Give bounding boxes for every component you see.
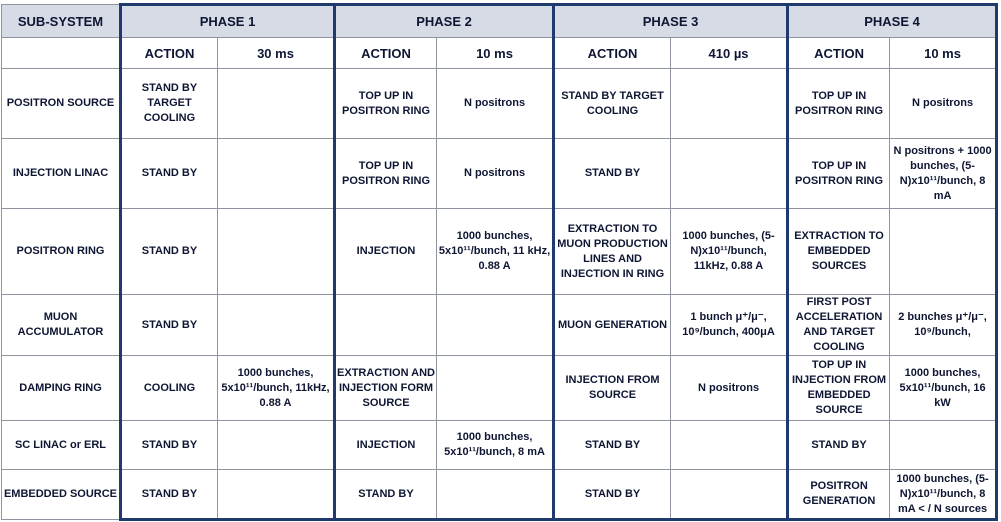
phase-3-action-cell: STAND BY [554, 470, 671, 520]
phase-3-value-cell [671, 470, 788, 520]
phase-4-value-cell: N positrons + 1000 bunches, (5-N)x10¹¹/bunch, 8 mA [890, 139, 997, 209]
phase-2-action-cell: EXTRACTION AND INJECTION FORM SOURCE [335, 356, 437, 421]
phase-4-action-cell: TOP UP IN INJECTION FROM EMBEDDED SOURCE [788, 356, 890, 421]
phase-3-value-cell [671, 421, 788, 470]
table-row-damping-ring [2, 356, 997, 421]
phase-2-value-cell: 1000 bunches, 5x10¹¹/bunch, 8 mA [437, 421, 554, 470]
phase-3-action-cell: MUON GENERATION [554, 295, 671, 356]
phase-2-action-cell [335, 295, 437, 356]
phase-2-action-header: ACTION [335, 38, 437, 69]
phase-1-value-cell: 1000 bunches, 5x10¹¹/bunch, 11kHz, 0.88 A [218, 356, 335, 421]
subsystem-name: SC LINAC or ERL [2, 421, 121, 470]
phase-2-value-cell [437, 295, 554, 356]
header-row-phases [2, 5, 997, 38]
phase-2-action-cell: STAND BY [335, 470, 437, 520]
phase-3-duration-header: 410 µs [671, 38, 788, 69]
phase-4-value-cell: 1000 bunches, 5x10¹¹/bunch, 16 kW [890, 356, 997, 421]
phase-4-value-cell [890, 209, 997, 295]
phase-2-value-cell: N positrons [437, 139, 554, 209]
phase-1-value-cell [218, 139, 335, 209]
phase-2-value-cell [437, 470, 554, 520]
subsystem-name: MUON ACCUMULATOR [2, 295, 121, 356]
phase-3-value-cell: 1 bunch μ⁺/μ⁻, 10⁹/bunch, 400μA [671, 295, 788, 356]
phase-4-value-cell: N positrons [890, 69, 997, 139]
table-row-positron-source [2, 69, 997, 139]
phase-1-value-cell [218, 421, 335, 470]
phase-4-header: PHASE 4 [788, 5, 997, 38]
phase-2-value-cell: 1000 bunches, 5x10¹¹/bunch, 11 kHz, 0.88 A [437, 209, 554, 295]
subsystem-header-blank [2, 38, 121, 69]
phase-2-header: PHASE 2 [335, 5, 554, 38]
phase-1-value-cell [218, 69, 335, 139]
subsystem-header: SUB-SYSTEM [2, 5, 121, 38]
phase-4-action-cell: POSITRON GENERATION [788, 470, 890, 520]
phase-schedule-table [1, 3, 998, 521]
phase-3-action-header: ACTION [554, 38, 671, 69]
phase-3-value-cell [671, 139, 788, 209]
phase-4-action-cell: FIRST POST ACCELERATION AND TARGET COOLING [788, 295, 890, 356]
phase-1-value-cell [218, 209, 335, 295]
phase-4-action-cell: TOP UP IN POSITRON RING [788, 69, 890, 139]
phase-4-duration-header: 10 ms [890, 38, 997, 69]
subsystem-name: DAMPING RING [2, 356, 121, 421]
phase-4-value-cell: 1000 bunches, (5-N)x10¹¹/bunch, 8 mA < / N sources [890, 470, 997, 520]
phase-2-duration-header: 10 ms [437, 38, 554, 69]
phase-1-action-cell: STAND BY [121, 295, 218, 356]
subsystem-name: INJECTION LINAC [2, 139, 121, 209]
phase-4-action-cell: EXTRACTION TO EMBEDDED SOURCES [788, 209, 890, 295]
subsystem-name: POSITRON RING [2, 209, 121, 295]
phase-2-value-cell: N positrons [437, 69, 554, 139]
phase-4-action-cell: STAND BY [788, 421, 890, 470]
phase-3-action-cell: EXTRACTION TO MUON PRODUCTION LINES AND INJECTION IN RING [554, 209, 671, 295]
table-row-injection-linac [2, 139, 997, 209]
phase-2-action-cell: TOP UP IN POSITRON RING [335, 139, 437, 209]
phase-1-action-cell: STAND BY [121, 470, 218, 520]
phase-3-value-cell: N positrons [671, 356, 788, 421]
phase-2-value-cell [437, 356, 554, 421]
phase-1-duration-header: 30 ms [218, 38, 335, 69]
phase-4-value-cell [890, 421, 997, 470]
phase-2-action-cell: TOP UP IN POSITRON RING [335, 69, 437, 139]
subsystem-name: POSITRON SOURCE [2, 69, 121, 139]
phase-2-action-cell: INJECTION [335, 209, 437, 295]
phase-3-action-cell: STAND BY TARGET COOLING [554, 69, 671, 139]
phase-1-action-header: ACTION [121, 38, 218, 69]
phase-1-action-cell: STAND BY [121, 209, 218, 295]
phase-3-action-cell: INJECTION FROM SOURCE [554, 356, 671, 421]
table-row-embedded-source [2, 470, 997, 520]
phase-1-value-cell [218, 470, 335, 520]
phase-1-action-cell: STAND BY TARGET COOLING [121, 69, 218, 139]
phase-4-action-header: ACTION [788, 38, 890, 69]
table-row-positron-ring [2, 209, 997, 295]
phase-1-action-cell: STAND BY [121, 139, 218, 209]
phase-4-action-cell: TOP UP IN POSITRON RING [788, 139, 890, 209]
phase-3-value-cell: 1000 bunches, (5-N)x10¹¹/bunch, 11kHz, 0.88 A [671, 209, 788, 295]
phase-2-action-cell: INJECTION [335, 421, 437, 470]
phase-3-value-cell [671, 69, 788, 139]
phase-4-value-cell: 2 bunches μ⁺/μ⁻, 10⁹/bunch, [890, 295, 997, 356]
phase-3-action-cell: STAND BY [554, 139, 671, 209]
subsystem-name: EMBEDDED SOURCE [2, 470, 121, 520]
table-row-muon-accumulator [2, 295, 997, 356]
phase-3-header: PHASE 3 [554, 5, 788, 38]
phase-1-action-cell: STAND BY [121, 421, 218, 470]
table-row-sc-linac [2, 421, 997, 470]
phase-3-action-cell: STAND BY [554, 421, 671, 470]
phase-1-action-cell: COOLING [121, 356, 218, 421]
header-row-action-duration [2, 38, 997, 69]
phase-1-value-cell [218, 295, 335, 356]
phase-1-header: PHASE 1 [121, 5, 335, 38]
